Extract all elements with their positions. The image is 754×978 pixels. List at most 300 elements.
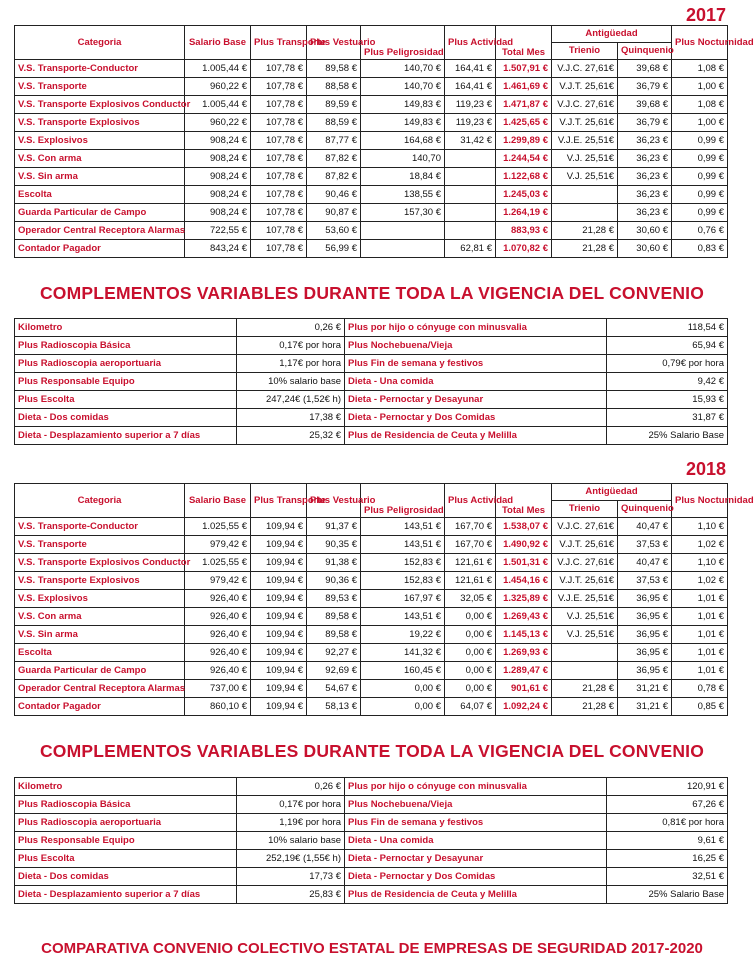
cell-trienio: V.J. 25,51€ — [552, 626, 618, 644]
cell-plus-transporte: 109,94 € — [251, 680, 307, 698]
complemento-row — [15, 814, 728, 832]
cell-plus-transporte: 109,94 € — [251, 536, 307, 554]
complemento-label: Dieta - Pernoctar y Dos Comidas — [345, 409, 607, 427]
cell-trienio: V.J.C. 27,61€ — [552, 518, 618, 536]
cell-quinquenio: 30,60 € — [618, 240, 672, 258]
cell-salario-base: 908,24 € — [185, 186, 251, 204]
cell-salario-base: 843,24 € — [185, 240, 251, 258]
cell-categoria: V.S. Explosivos — [15, 132, 185, 150]
complemento-label: Dieta - Desplazamiento superior a 7 días — [15, 427, 237, 445]
cell-plus-vestuario: 89,58 € — [307, 608, 361, 626]
header-total-mes: Total Mes — [496, 26, 552, 60]
cell-categoria: Escolta — [15, 644, 185, 662]
cell-salario-base: 926,40 € — [185, 626, 251, 644]
cell-total-mes: 1.461,69 € — [496, 78, 552, 96]
complemento-label: Dieta - Una comida — [345, 373, 607, 391]
complemento-value: 25% Salario Base — [607, 427, 728, 445]
cell-salario-base: 960,22 € — [185, 78, 251, 96]
cell-total-mes: 1.501,31 € — [496, 554, 552, 572]
complemento-label: Dieta - Dos comidas — [15, 409, 237, 427]
cell-quinquenio: 36,95 € — [618, 590, 672, 608]
cell-trienio: 21,28 € — [552, 680, 618, 698]
cell-salario-base: 1.005,44 € — [185, 60, 251, 78]
cell-plus-peligrosidad: 140,70 € — [361, 78, 445, 96]
complemento-label: Plus de Residencia de Ceuta y Melilla — [345, 886, 607, 904]
cell-plus-transporte: 107,78 € — [251, 204, 307, 222]
cell-salario-base: 1.005,44 € — [185, 96, 251, 114]
cell-plus-actividad — [445, 168, 496, 186]
cell-plus-nocturnidad: 1,01 € — [672, 626, 728, 644]
cell-salario-base: 737,00 € — [185, 680, 251, 698]
complemento-label: Plus Radioscopia aeroportuaria — [15, 355, 237, 373]
cell-plus-peligrosidad: 140,70 — [361, 150, 445, 168]
cell-plus-actividad: 119,23 € — [445, 96, 496, 114]
cell-plus-peligrosidad: 149,83 € — [361, 96, 445, 114]
complemento-label: Plus de Residencia de Ceuta y Melilla — [345, 427, 607, 445]
table-row — [15, 644, 728, 662]
table-row — [15, 680, 728, 698]
cell-salario-base: 908,24 € — [185, 168, 251, 186]
cell-trienio: V.J.T. 25,61€ — [552, 536, 618, 554]
complemento-value: 31,87 € — [607, 409, 728, 427]
cell-total-mes: 1.092,24 € — [496, 698, 552, 716]
cell-total-mes: 1.070,82 € — [496, 240, 552, 258]
complemento-label: Plus Escolta — [15, 391, 237, 409]
salary-table-2017 — [14, 25, 754, 258]
cell-plus-nocturnidad: 0,85 € — [672, 698, 728, 716]
table-row — [15, 204, 728, 222]
cell-plus-peligrosidad: 167,97 € — [361, 590, 445, 608]
cell-quinquenio: 40,47 € — [618, 554, 672, 572]
cell-plus-actividad: 62,81 € — [445, 240, 496, 258]
cell-categoria: V.S. Sin arma — [15, 168, 185, 186]
table-row — [15, 168, 728, 186]
complemento-value: 15,93 € — [607, 391, 728, 409]
cell-total-mes: 1.269,93 € — [496, 644, 552, 662]
cell-plus-actividad: 64,07 € — [445, 698, 496, 716]
cell-plus-peligrosidad: 140,70 € — [361, 60, 445, 78]
cell-plus-actividad: 0,00 € — [445, 644, 496, 662]
cell-quinquenio: 36,79 € — [618, 78, 672, 96]
complemento-value: 25% Salario Base — [607, 886, 728, 904]
cell-salario-base: 1.025,55 € — [185, 518, 251, 536]
complemento-value: 0,79€ por hora — [607, 355, 728, 373]
cell-plus-vestuario: 92,69 € — [307, 662, 361, 680]
cell-trienio: V.J.T. 25,61€ — [552, 78, 618, 96]
complemento-value: 0,26 € — [237, 319, 345, 337]
cell-plus-peligrosidad: 138,55 € — [361, 186, 445, 204]
footer-title: COMPARATIVA CONVENIO COLECTIVO ESTATAL DE EMPRESAS DE SEGURIDAD 2017-2020 — [41, 940, 703, 957]
cell-total-mes: 1.490,92 € — [496, 536, 552, 554]
complementos-heading-2018: COMPLEMENTOS VARIABLES DURANTE TODA LA VIGENCIA DEL CONVENIO — [39, 741, 705, 761]
table-row — [15, 626, 728, 644]
complemento-value: 252,19€ (1,55€ h) — [237, 850, 345, 868]
cell-plus-transporte: 107,78 € — [251, 132, 307, 150]
cell-plus-peligrosidad: 152,83 € — [361, 572, 445, 590]
cell-trienio: V.J. 25,51€ — [552, 150, 618, 168]
complemento-value: 25,83 € — [237, 886, 345, 904]
header-trienio: Trienio — [552, 43, 618, 60]
header-trienio: Trienio — [552, 501, 618, 518]
header-plus-actividad: Plus Actividad — [445, 26, 496, 60]
cell-categoria: V.S. Con arma — [15, 608, 185, 626]
complemento-row — [15, 355, 728, 373]
cell-plus-vestuario: 90,87 € — [307, 204, 361, 222]
cell-categoria: V.S. Con arma — [15, 150, 185, 168]
cell-plus-actividad: 121,61 € — [445, 554, 496, 572]
cell-salario-base: 960,22 € — [185, 114, 251, 132]
complemento-label: Plus Escolta — [15, 850, 237, 868]
cell-plus-peligrosidad: 157,30 € — [361, 204, 445, 222]
cell-plus-vestuario: 87,82 € — [307, 168, 361, 186]
cell-plus-transporte: 107,78 € — [251, 150, 307, 168]
cell-categoria: Guarda Particular de Campo — [15, 204, 185, 222]
cell-plus-vestuario: 91,37 € — [307, 518, 361, 536]
cell-total-mes: 1.289,47 € — [496, 662, 552, 680]
cell-plus-peligrosidad: 143,51 € — [361, 518, 445, 536]
cell-plus-transporte: 109,94 € — [251, 698, 307, 716]
cell-plus-vestuario: 53,60 € — [307, 222, 361, 240]
complemento-value: 247,24€ (1,52€ h) — [237, 391, 345, 409]
cell-trienio — [552, 186, 618, 204]
complemento-value: 17,73 € — [237, 868, 345, 886]
complemento-value: 65,94 € — [607, 337, 728, 355]
cell-quinquenio: 31,21 € — [618, 680, 672, 698]
cell-plus-nocturnidad: 1,02 € — [672, 536, 728, 554]
cell-plus-nocturnidad: 1,10 € — [672, 554, 728, 572]
complemento-value: 25,32 € — [237, 427, 345, 445]
cell-quinquenio: 37,53 € — [618, 536, 672, 554]
cell-plus-vestuario: 90,46 € — [307, 186, 361, 204]
cell-total-mes: 1.244,54 € — [496, 150, 552, 168]
cell-total-mes: 1.269,43 € — [496, 608, 552, 626]
cell-plus-transporte: 109,94 € — [251, 518, 307, 536]
cell-plus-transporte: 107,78 € — [251, 78, 307, 96]
cell-quinquenio: 39,68 € — [618, 96, 672, 114]
complemento-label: Dieta - Pernoctar y Dos Comidas — [345, 868, 607, 886]
cell-salario-base: 926,40 € — [185, 644, 251, 662]
cell-plus-actividad: 167,70 € — [445, 536, 496, 554]
cell-plus-peligrosidad: 164,68 € — [361, 132, 445, 150]
cell-plus-peligrosidad: 143,51 € — [361, 536, 445, 554]
header-plus-vestuario: Plus Vestuario — [307, 484, 361, 518]
header-quinquenio: Quinquenio — [618, 501, 672, 518]
cell-quinquenio: 30,60 € — [618, 222, 672, 240]
table-row — [15, 150, 728, 168]
cell-quinquenio: 36,23 € — [618, 186, 672, 204]
complemento-row — [15, 337, 728, 355]
header-quinquenio: Quinquenio — [618, 43, 672, 60]
year-2017-label: 2017 — [685, 5, 726, 25]
table-row — [15, 78, 728, 96]
cell-plus-actividad: 0,00 € — [445, 680, 496, 698]
cell-trienio: V.J. 25,51€ — [552, 168, 618, 186]
cell-quinquenio: 36,95 € — [618, 644, 672, 662]
cell-categoria: V.S. Sin arma — [15, 626, 185, 644]
cell-plus-transporte: 109,94 € — [251, 572, 307, 590]
cell-salario-base: 979,42 € — [185, 536, 251, 554]
table-row — [15, 608, 728, 626]
table-row — [15, 662, 728, 680]
complemento-row — [15, 886, 728, 904]
cell-total-mes: 1.122,68 € — [496, 168, 552, 186]
complemento-value: 0,81€ por hora — [607, 814, 728, 832]
cell-plus-peligrosidad: 19,22 € — [361, 626, 445, 644]
cell-plus-vestuario: 89,59 € — [307, 96, 361, 114]
complemento-label: Plus Nochebuena/Vieja — [345, 796, 607, 814]
cell-plus-nocturnidad: 0,78 € — [672, 680, 728, 698]
cell-plus-actividad — [445, 150, 496, 168]
table-row — [15, 222, 728, 240]
cell-trienio — [552, 662, 618, 680]
cell-salario-base: 722,55 € — [185, 222, 251, 240]
cell-plus-transporte: 109,94 € — [251, 554, 307, 572]
cell-salario-base: 908,24 € — [185, 150, 251, 168]
cell-plus-actividad: 164,41 € — [445, 78, 496, 96]
header-total-mes: Total Mes — [496, 484, 552, 518]
complemento-label: Plus Fin de semana y festivos — [345, 355, 607, 373]
cell-salario-base: 926,40 € — [185, 608, 251, 626]
complemento-row — [15, 850, 728, 868]
complemento-row — [15, 391, 728, 409]
cell-categoria: V.S. Transporte-Conductor — [15, 518, 185, 536]
cell-plus-transporte: 107,78 € — [251, 240, 307, 258]
table-row — [15, 572, 728, 590]
cell-plus-actividad: 121,61 € — [445, 572, 496, 590]
complemento-row — [15, 427, 728, 445]
cell-plus-transporte: 109,94 € — [251, 608, 307, 626]
cell-plus-vestuario: 89,58 € — [307, 626, 361, 644]
complemento-label: Dieta - Desplazamiento superior a 7 días — [15, 886, 237, 904]
header-salario-base: Salario Base — [185, 484, 251, 518]
complementos-table-2018 — [14, 777, 728, 904]
cell-plus-nocturnidad: 1,00 € — [672, 78, 728, 96]
cell-categoria: Escolta — [15, 186, 185, 204]
cell-plus-actividad: 167,70 € — [445, 518, 496, 536]
cell-quinquenio: 40,47 € — [618, 518, 672, 536]
cell-plus-nocturnidad: 1,02 € — [672, 572, 728, 590]
complemento-value: 10% salario base — [237, 832, 345, 850]
complemento-value: 9,61 € — [607, 832, 728, 850]
year-2018-label: 2018 — [685, 459, 726, 479]
cell-plus-peligrosidad — [361, 222, 445, 240]
header-plus-peligrosidad: Plus Peligrosidad — [361, 26, 445, 60]
cell-trienio: V.J.C. 27,61€ — [552, 60, 618, 78]
cell-plus-transporte: 107,78 € — [251, 114, 307, 132]
cell-plus-peligrosidad: 0,00 € — [361, 698, 445, 716]
cell-plus-nocturnidad: 0,76 € — [672, 222, 728, 240]
cell-plus-nocturnidad: 1,08 € — [672, 60, 728, 78]
complemento-value: 0,26 € — [237, 778, 345, 796]
complemento-value: 17,38 € — [237, 409, 345, 427]
cell-categoria: Operador Central Receptora Alarmas — [15, 222, 185, 240]
cell-plus-actividad: 0,00 € — [445, 662, 496, 680]
header-antiguedad: Antigüedad — [552, 26, 672, 43]
table-row — [15, 114, 728, 132]
cell-plus-transporte: 107,78 € — [251, 168, 307, 186]
cell-salario-base: 860,10 € — [185, 698, 251, 716]
complemento-label: Dieta - Pernoctar y Desayunar — [345, 850, 607, 868]
cell-categoria: V.S. Transporte — [15, 536, 185, 554]
cell-quinquenio: 36,79 € — [618, 114, 672, 132]
header-antiguedad: Antigüedad — [552, 484, 672, 501]
cell-plus-transporte: 107,78 € — [251, 60, 307, 78]
cell-plus-vestuario: 54,67 € — [307, 680, 361, 698]
cell-trienio: 21,28 € — [552, 698, 618, 716]
complemento-value: 1,17€ por hora — [237, 355, 345, 373]
complemento-value: 118,54 € — [607, 319, 728, 337]
cell-plus-actividad — [445, 222, 496, 240]
cell-trienio: V.J.C. 27,61€ — [552, 96, 618, 114]
cell-plus-nocturnidad: 0,99 € — [672, 132, 728, 150]
cell-total-mes: 1.145,13 € — [496, 626, 552, 644]
cell-total-mes: 883,93 € — [496, 222, 552, 240]
cell-salario-base: 908,24 € — [185, 204, 251, 222]
table-row — [15, 186, 728, 204]
header-plus-nocturnidad: Plus Nocturnidad — [672, 484, 728, 518]
cell-categoria: Operador Central Receptora Alarmas — [15, 680, 185, 698]
complemento-row — [15, 373, 728, 391]
cell-quinquenio: 36,23 € — [618, 204, 672, 222]
salary-table-2018 — [14, 483, 754, 716]
cell-plus-actividad — [445, 186, 496, 204]
complemento-row — [15, 796, 728, 814]
complemento-label: Dieta - Una comida — [345, 832, 607, 850]
cell-salario-base: 1.025,55 € — [185, 554, 251, 572]
cell-quinquenio: 31,21 € — [618, 698, 672, 716]
table-row — [15, 554, 728, 572]
cell-plus-vestuario: 89,53 € — [307, 590, 361, 608]
cell-categoria: Contador Pagador — [15, 240, 185, 258]
cell-trienio: 21,28 € — [552, 240, 618, 258]
cell-plus-vestuario: 92,27 € — [307, 644, 361, 662]
cell-plus-nocturnidad: 0,99 € — [672, 168, 728, 186]
cell-categoria: Contador Pagador — [15, 698, 185, 716]
cell-total-mes: 1.245,03 € — [496, 186, 552, 204]
cell-trienio: 21,28 € — [552, 222, 618, 240]
cell-salario-base: 926,40 € — [185, 662, 251, 680]
cell-plus-vestuario: 87,77 € — [307, 132, 361, 150]
cell-salario-base: 908,24 € — [185, 132, 251, 150]
complemento-row — [15, 832, 728, 850]
complemento-label: Kilometro — [15, 778, 237, 796]
cell-plus-vestuario: 91,38 € — [307, 554, 361, 572]
complemento-label: Plus Fin de semana y festivos — [345, 814, 607, 832]
cell-total-mes: 1.507,91 € — [496, 60, 552, 78]
cell-plus-actividad — [445, 204, 496, 222]
header-plus-peligrosidad: Plus Peligrosidad — [361, 484, 445, 518]
cell-plus-nocturnidad: 1,01 € — [672, 590, 728, 608]
complemento-label: Plus por hijo o cónyuge con minusvalia — [345, 319, 607, 337]
cell-plus-nocturnidad: 1,08 € — [672, 96, 728, 114]
cell-plus-nocturnidad: 1,01 € — [672, 662, 728, 680]
complemento-label: Plus por hijo o cónyuge con minusvalia — [345, 778, 607, 796]
cell-plus-peligrosidad: 152,83 € — [361, 554, 445, 572]
cell-plus-transporte: 107,78 € — [251, 96, 307, 114]
complemento-value: 1,19€ por hora — [237, 814, 345, 832]
complemento-label: Plus Radioscopia Básica — [15, 337, 237, 355]
cell-trienio — [552, 644, 618, 662]
cell-plus-peligrosidad: 143,51 € — [361, 608, 445, 626]
cell-trienio: V.J.E. 25,51€ — [552, 590, 618, 608]
cell-plus-vestuario: 58,13 € — [307, 698, 361, 716]
header-plus-transporte: Plus Transporte — [251, 484, 307, 518]
cell-categoria: V.S. Transporte Explosivos — [15, 114, 185, 132]
cell-plus-transporte: 109,94 € — [251, 644, 307, 662]
cell-plus-nocturnidad: 0,99 € — [672, 204, 728, 222]
cell-plus-actividad: 0,00 € — [445, 626, 496, 644]
cell-plus-vestuario: 88,58 € — [307, 78, 361, 96]
complemento-label: Plus Responsable Equipo — [15, 373, 237, 391]
cell-quinquenio: 36,23 € — [618, 132, 672, 150]
table-row — [15, 698, 728, 716]
table-row — [15, 96, 728, 114]
complemento-row — [15, 778, 728, 796]
cell-plus-peligrosidad: 0,00 € — [361, 680, 445, 698]
cell-plus-peligrosidad: 149,83 € — [361, 114, 445, 132]
cell-plus-vestuario: 90,35 € — [307, 536, 361, 554]
table-row — [15, 240, 728, 258]
complemento-value: 0,17€ por hora — [237, 796, 345, 814]
cell-trienio: V.J.E. 25,51€ — [552, 132, 618, 150]
cell-salario-base: 926,40 € — [185, 590, 251, 608]
cell-categoria: V.S. Transporte Explosivos — [15, 572, 185, 590]
complemento-value: 120,91 € — [607, 778, 728, 796]
cell-categoria: V.S. Transporte — [15, 78, 185, 96]
cell-plus-vestuario: 88,59 € — [307, 114, 361, 132]
cell-categoria: Guarda Particular de Campo — [15, 662, 185, 680]
cell-plus-actividad: 164,41 € — [445, 60, 496, 78]
complemento-row — [15, 319, 728, 337]
table-row — [15, 132, 728, 150]
complemento-row — [15, 409, 728, 427]
cell-total-mes: 1.538,07 € — [496, 518, 552, 536]
complemento-value: 0,17€ por hora — [237, 337, 345, 355]
header-categoria: Categoria — [15, 26, 185, 60]
cell-plus-peligrosidad: 18,84 € — [361, 168, 445, 186]
cell-categoria: V.S. Explosivos — [15, 590, 185, 608]
cell-plus-transporte: 109,94 € — [251, 662, 307, 680]
header-plus-actividad: Plus Actividad — [445, 484, 496, 518]
cell-plus-nocturnidad: 1,00 € — [672, 114, 728, 132]
cell-plus-actividad: 119,23 € — [445, 114, 496, 132]
cell-plus-vestuario: 90,36 € — [307, 572, 361, 590]
cell-categoria: V.S. Transporte Explosivos Conductor — [15, 96, 185, 114]
cell-plus-nocturnidad: 0,99 € — [672, 150, 728, 168]
cell-plus-vestuario: 87,82 € — [307, 150, 361, 168]
cell-plus-actividad: 32,05 € — [445, 590, 496, 608]
header-categoria: Categoria — [15, 484, 185, 518]
cell-quinquenio: 37,53 € — [618, 572, 672, 590]
cell-quinquenio: 36,95 € — [618, 608, 672, 626]
cell-plus-nocturnidad: 1,01 € — [672, 644, 728, 662]
cell-plus-transporte: 109,94 € — [251, 590, 307, 608]
header-salario-base: Salario Base — [185, 26, 251, 60]
complemento-value: 16,25 € — [607, 850, 728, 868]
table-row — [15, 60, 728, 78]
cell-plus-nocturnidad: 0,83 € — [672, 240, 728, 258]
cell-plus-peligrosidad — [361, 240, 445, 258]
cell-trienio: V.J.C. 27,61€ — [552, 554, 618, 572]
complementos-heading-2017: COMPLEMENTOS VARIABLES DURANTE TODA LA VIGENCIA DEL CONVENIO — [39, 283, 705, 303]
cell-total-mes: 1.425,65 € — [496, 114, 552, 132]
table-row — [15, 518, 728, 536]
cell-quinquenio: 39,68 € — [618, 60, 672, 78]
header-plus-nocturnidad: Plus Nocturnidad — [672, 26, 728, 60]
cell-trienio — [552, 204, 618, 222]
cell-total-mes: 1.299,89 € — [496, 132, 552, 150]
cell-plus-transporte: 107,78 € — [251, 222, 307, 240]
